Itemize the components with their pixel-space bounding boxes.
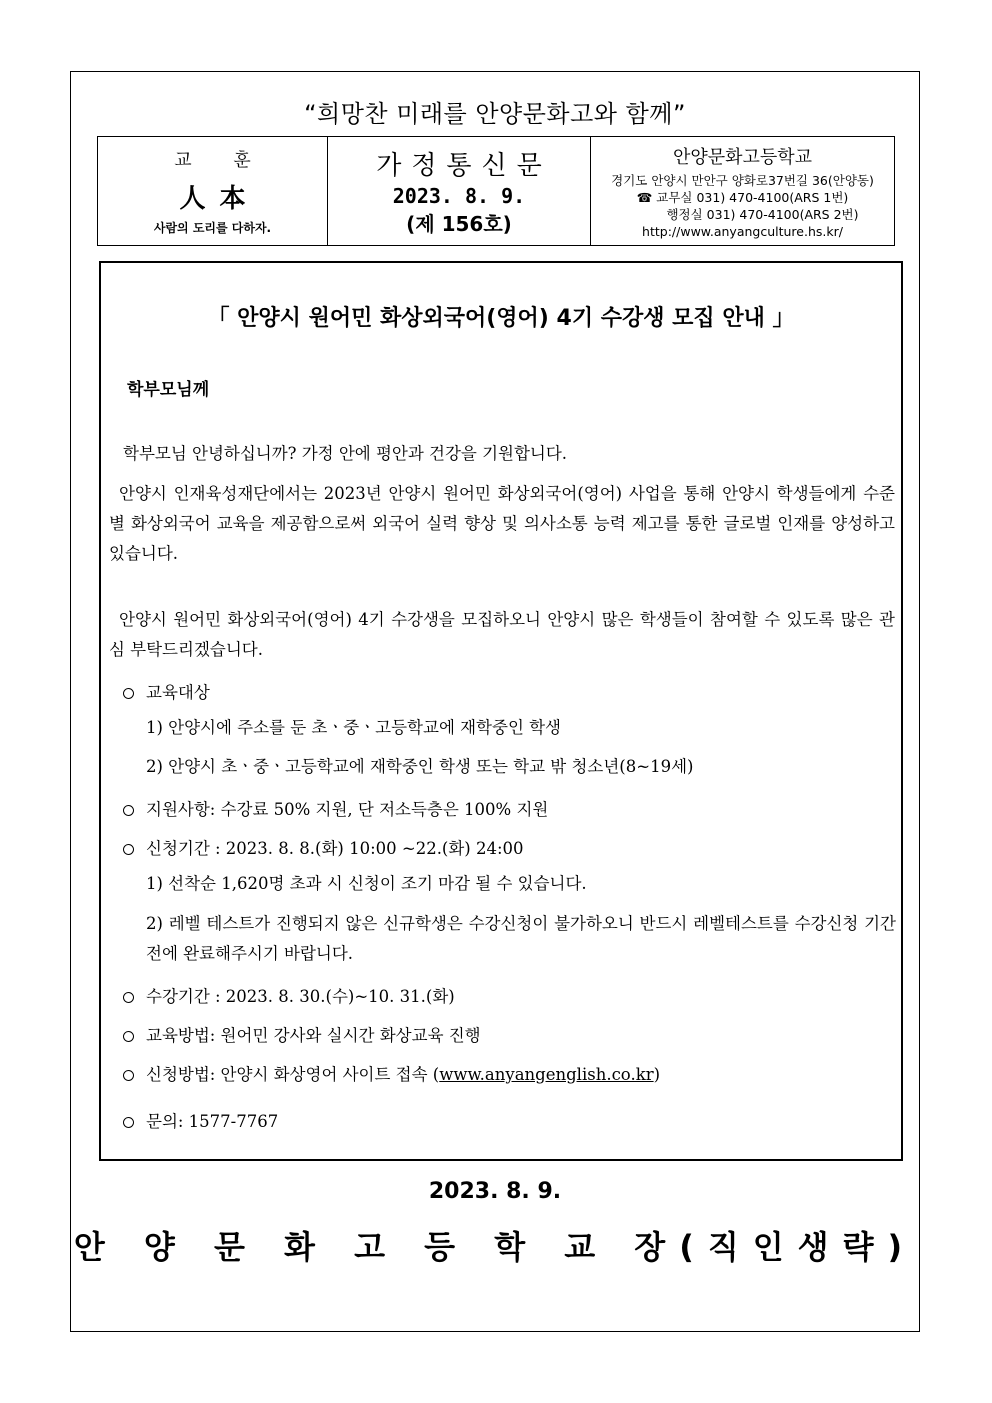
principal-signature: 안 양 문 화 고 등 학 교 장(직인생략): [73, 1228, 917, 1266]
list-item: [123, 1061, 660, 1085]
circle-bullet-icon: [123, 805, 134, 816]
notice-body: [99, 261, 903, 1161]
creed-text: 人本: [179, 184, 260, 214]
greeting: 학부모님께: [127, 380, 210, 400]
notice-title: 「 안양시 원어민 화상외국어(영어) 4기 수강생 모집 안내 」: [207, 306, 795, 331]
paragraph-1: 학부모님 안녕하십니까? 가정 안에 평안과 건강을 기원합니다.: [123, 444, 568, 463]
newsletter-title-cell: [328, 137, 591, 245]
school-creed-cell: [98, 137, 328, 245]
apply-note-2-text: 2) 레벨 테스트가 진행되지 않은 신규학생은 수강신청이 불가하오니 반드시 레벨테스트를 수강신청 기간 전에 완료해주시기 바랍니다.: [146, 914, 896, 963]
circle-bullet-icon: [123, 1031, 134, 1042]
paragraph-3: 안양시 원어민 화상외국어(영어) 4기 수강생을 모집하오니 안양시 많은 학생들이 참여할 수 있도록 많은 관심 부탁드리겠습니다.: [109, 610, 895, 659]
course-period: 수강기간 : 2023. 8. 30.(수)~10. 31.(화): [146, 987, 455, 1006]
support-text: 지원사항: 수강료 50% 지원, 단 저소득층은 100% 지원: [146, 800, 549, 819]
list-item: [123, 1108, 278, 1132]
apply-method-prefix: 신청방법: 안양시 화상영어 사이트 접속 (: [146, 1065, 440, 1084]
school-address: 경기도 안양시 만안구 양화로37번길 36(안양동): [611, 172, 874, 188]
apply-method-suffix: ): [653, 1065, 661, 1084]
newsletter-issue: (제 156호): [406, 212, 512, 236]
education-method: 교육방법: 원어민 강사와 실시간 화상교육 진행: [146, 1026, 481, 1045]
list-item: [123, 679, 210, 703]
target-label: 교육대상: [146, 683, 210, 702]
office-phone: ☎ 교무실 031) 470-4100(ARS 1번): [636, 189, 849, 205]
newsletter-title: 가정통신문: [376, 151, 552, 181]
creed-subtext: 사람의 도리를 다하자.: [153, 221, 272, 235]
target-item-1: 1) 안양시에 주소를 둔 초ㆍ중ㆍ고등학교에 재학중인 학생: [146, 718, 562, 737]
list-item: [123, 1022, 481, 1046]
document-frame: [70, 71, 920, 1332]
circle-bullet-icon: [123, 1070, 134, 1081]
school-info-cell: [591, 137, 894, 245]
apply-period: 신청기간 : 2023. 8. 8.(화) 10:00 ~22.(화) 24:00: [146, 839, 524, 858]
school-motto: “희망찬 미래를 안양문화고와 함께”: [304, 100, 686, 128]
creed-label: 교 훈: [174, 150, 269, 171]
circle-bullet-icon: [123, 844, 134, 855]
paragraph-2: 안양시 인재육성재단에서는 2023년 안양시 원어민 화상외국어(영어) 사업을 통해 안양시 학생들에게 수준별 화상외국어 교육을 제공함으로써 외국어 실력 향상 및 의사소통 능력 제고를 통한 글로벌 인재를 양성하고 있습니다.: [109, 484, 895, 563]
list-item: [123, 983, 455, 1007]
list-item: [123, 835, 524, 859]
school-website[interactable]: http://www.anyangculture.hs.kr/: [642, 223, 843, 239]
school-name: 안양문화고등학교: [672, 146, 813, 168]
admin-phone: 행정실 031) 470-4100(ARS 2번): [666, 206, 859, 222]
circle-bullet-icon: [123, 1117, 134, 1128]
apply-note-2: [146, 909, 896, 969]
apply-note-1: 1) 선착순 1,620명 초과 시 신청이 조기 마감 될 수 있습니다.: [146, 874, 587, 893]
list-item: [123, 796, 548, 820]
apply-site-link[interactable]: www.anyangenglish.co.kr: [439, 1065, 654, 1084]
footer-date: 2023. 8. 9.: [428, 1179, 562, 1204]
target-item-2: 2) 안양시 초ㆍ중ㆍ고등학교에 재학중인 학생 또는 학교 밖 청소년(8~19세): [146, 757, 694, 776]
circle-bullet-icon: [123, 688, 134, 699]
circle-bullet-icon: [123, 992, 134, 1003]
contact-info: 문의: 1577-7767: [146, 1112, 279, 1131]
newsletter-date: 2023. 8. 9.: [392, 184, 526, 208]
newsletter-header: [97, 136, 895, 246]
